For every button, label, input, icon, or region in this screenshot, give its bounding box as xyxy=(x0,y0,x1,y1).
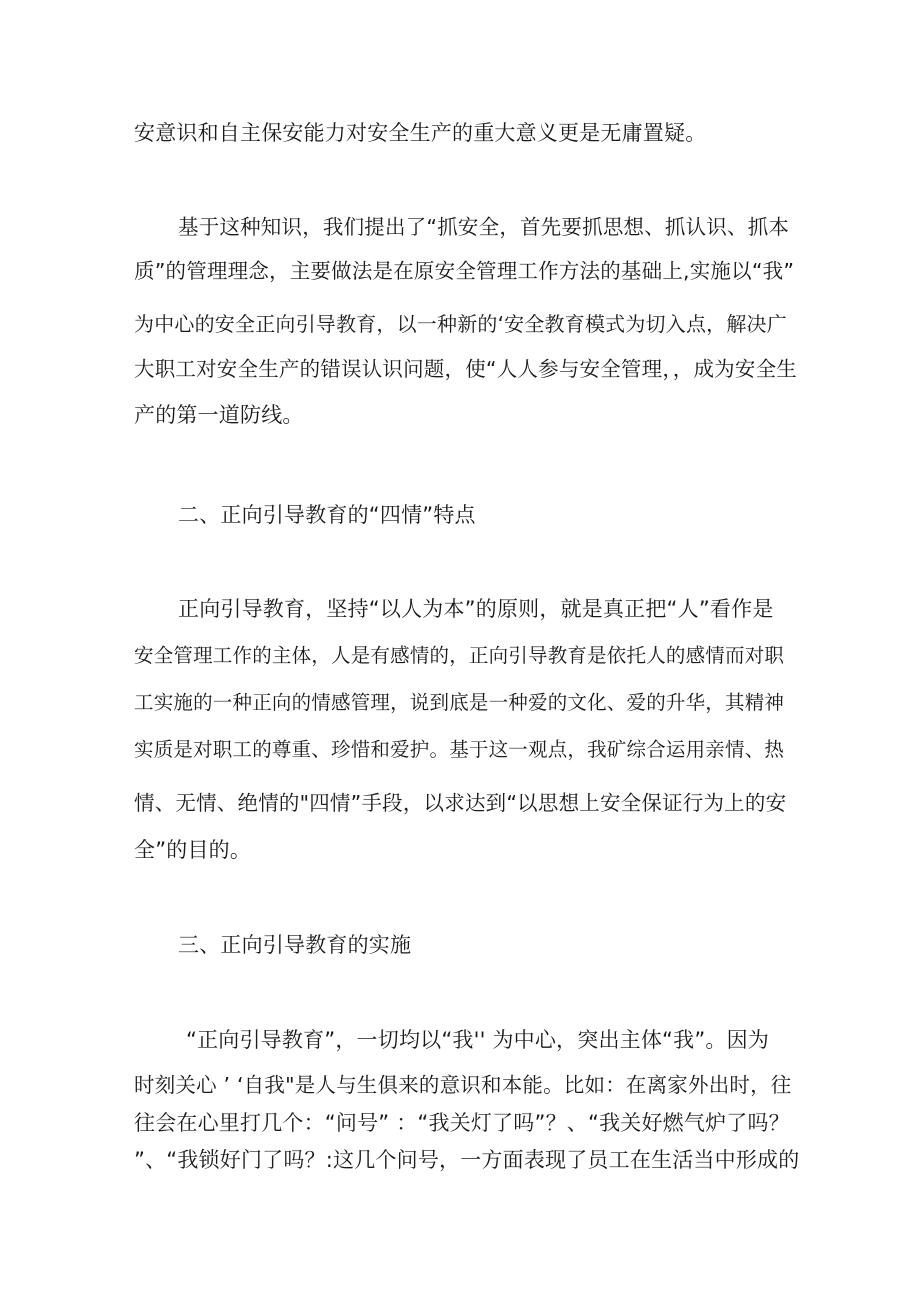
paragraph-line: 实质是对职工的尊重、珍惜和爱护。基于这一观点，我矿综合运用亲情、热 xyxy=(134,738,785,761)
paragraph-line: ”、“我锁好门了吗？:这几个问号，一方面表现了员工在生活当中形成的 xyxy=(134,1148,800,1172)
paragraph-line: 全”的目的。 xyxy=(134,838,252,862)
section-heading: 三、正向引导教育的实施 xyxy=(178,933,412,957)
paragraph-line: 安意识和自主保安能力对安全生产的重大意义更是无庸置疑。 xyxy=(134,121,707,145)
paragraph-line: “正向引导教育”，一切均以“我'' 为中心，突出主体“我”。因为 xyxy=(186,1028,770,1052)
paragraph-line: 情、无情、绝情的"四情”手段，以求达到“以思想上安全保证行为上的安 xyxy=(134,791,787,815)
paragraph-line: 时刻关心 ’ ‘自我"是人与生俱来的意识和本能。比如：在离家外出时，往 xyxy=(134,1073,792,1097)
paragraph-line: 工实施的一种正向的情感管理，说到底是一种爱的文化、爱的升华，其精神 xyxy=(134,691,785,714)
paragraph-line: 质”的管理理念，主要做法是在原安全管理工作方法的基础上,实施以“我” xyxy=(134,259,795,283)
paragraph-line: 安全管理工作的主体，人是有感情的，正向引导教育是依托人的感情而对职 xyxy=(134,644,785,667)
paragraph-line: 为中心的安全正向引导教育，以一种新的‘安全教育模式为切入点，解决广 xyxy=(134,312,787,336)
section-heading: 二、正向引导教育的“四情”特点 xyxy=(178,503,476,527)
paragraph-line: 基于这种知识，我们提出了“抓安全，首先要抓思想、抓认识、抓本 xyxy=(178,215,790,239)
paragraph-line: 大职工对安全生产的错误认识问题，使“人人参与安全管理，，成为安全生 xyxy=(134,357,797,381)
paragraph-line: 正向引导教育，坚持“以人为本”的原则，就是真正把“人”看作是 xyxy=(178,597,774,621)
paragraph-line: 往会在心里打几个：“问号” ：“我关灯了吗”？、“我关好燃气炉了吗？ xyxy=(134,1111,790,1135)
paragraph-line: 产的第一道防线。 xyxy=(134,403,304,427)
